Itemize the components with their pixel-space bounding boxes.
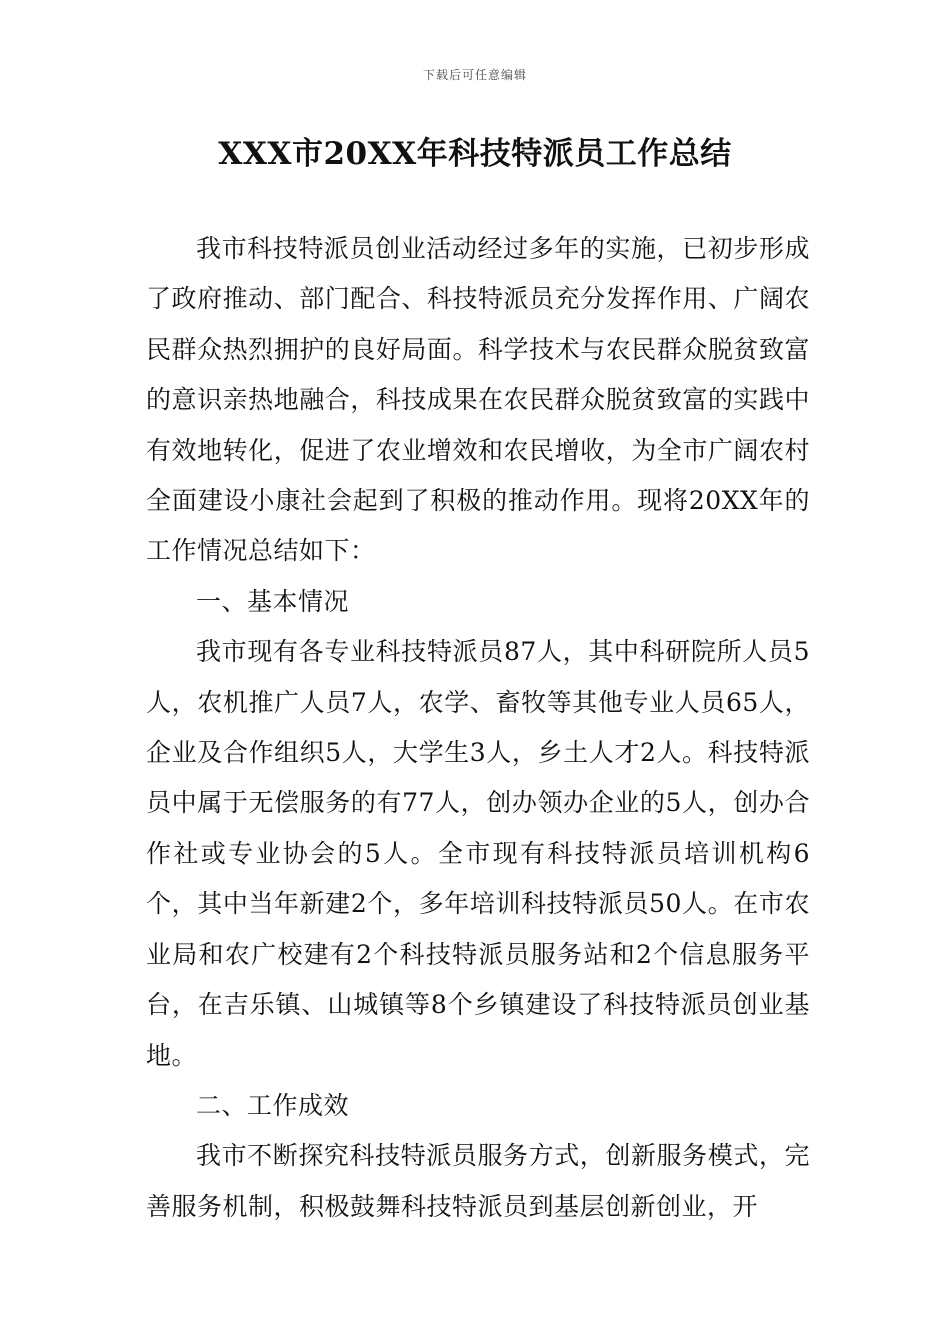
- work-results-paragraph: 我市不断探究科技特派员服务方式，创新服务模式，完善服务机制，积极鼓舞科技特派员到基层创新创业，开: [146, 1141, 810, 1221]
- section-heading-work-results: 二、工作成效: [196, 1090, 350, 1120]
- header-note: 下载后可任意编辑: [422, 68, 527, 82]
- basic-situation-paragraph: 我市现有各专业科技特派员87人，其中科研院所人员5人，农机推广人员7人，农学、畜牧等其他专业人员65人，企业及合作组织5人，大学生3人，乡土人才2人。科技特派员中属于无偿服务的有77人，创办领办企业的5人，创办合作社或专业协会的5人。全市现有科技特派员培训机构6个，其中当年新建2个，多年培训科技特派员50人。在市农业局和农广校建有2个科技特派员服务站和2个信息服务平台，在吉乐镇、山城镇等8个乡镇建设了科技特派员创业基地。: [146, 637, 810, 1070]
- document-title: XXX市20XX年科技特派员工作总结: [218, 136, 732, 172]
- document-body: [146, 224, 810, 1232]
- intro-paragraph: 我市科技特派员创业活动经过多年的实施，已初步形成了政府推动、部门配合、科技特派员充分发挥作用、广阔农民群众热烈拥护的良好局面。科学技术与农民群众脱贫致富的意识亲热地融合，科技成果在农民群众脱贫致富的实践中有效地转化，促进了农业增效和农民增收，为全市广阔农村全面建设小康社会起到了积极的推动作用。现将20XX年的工作情况总结如下：: [146, 234, 810, 566]
- section-heading-basic-situation: 一、基本情况: [196, 586, 350, 616]
